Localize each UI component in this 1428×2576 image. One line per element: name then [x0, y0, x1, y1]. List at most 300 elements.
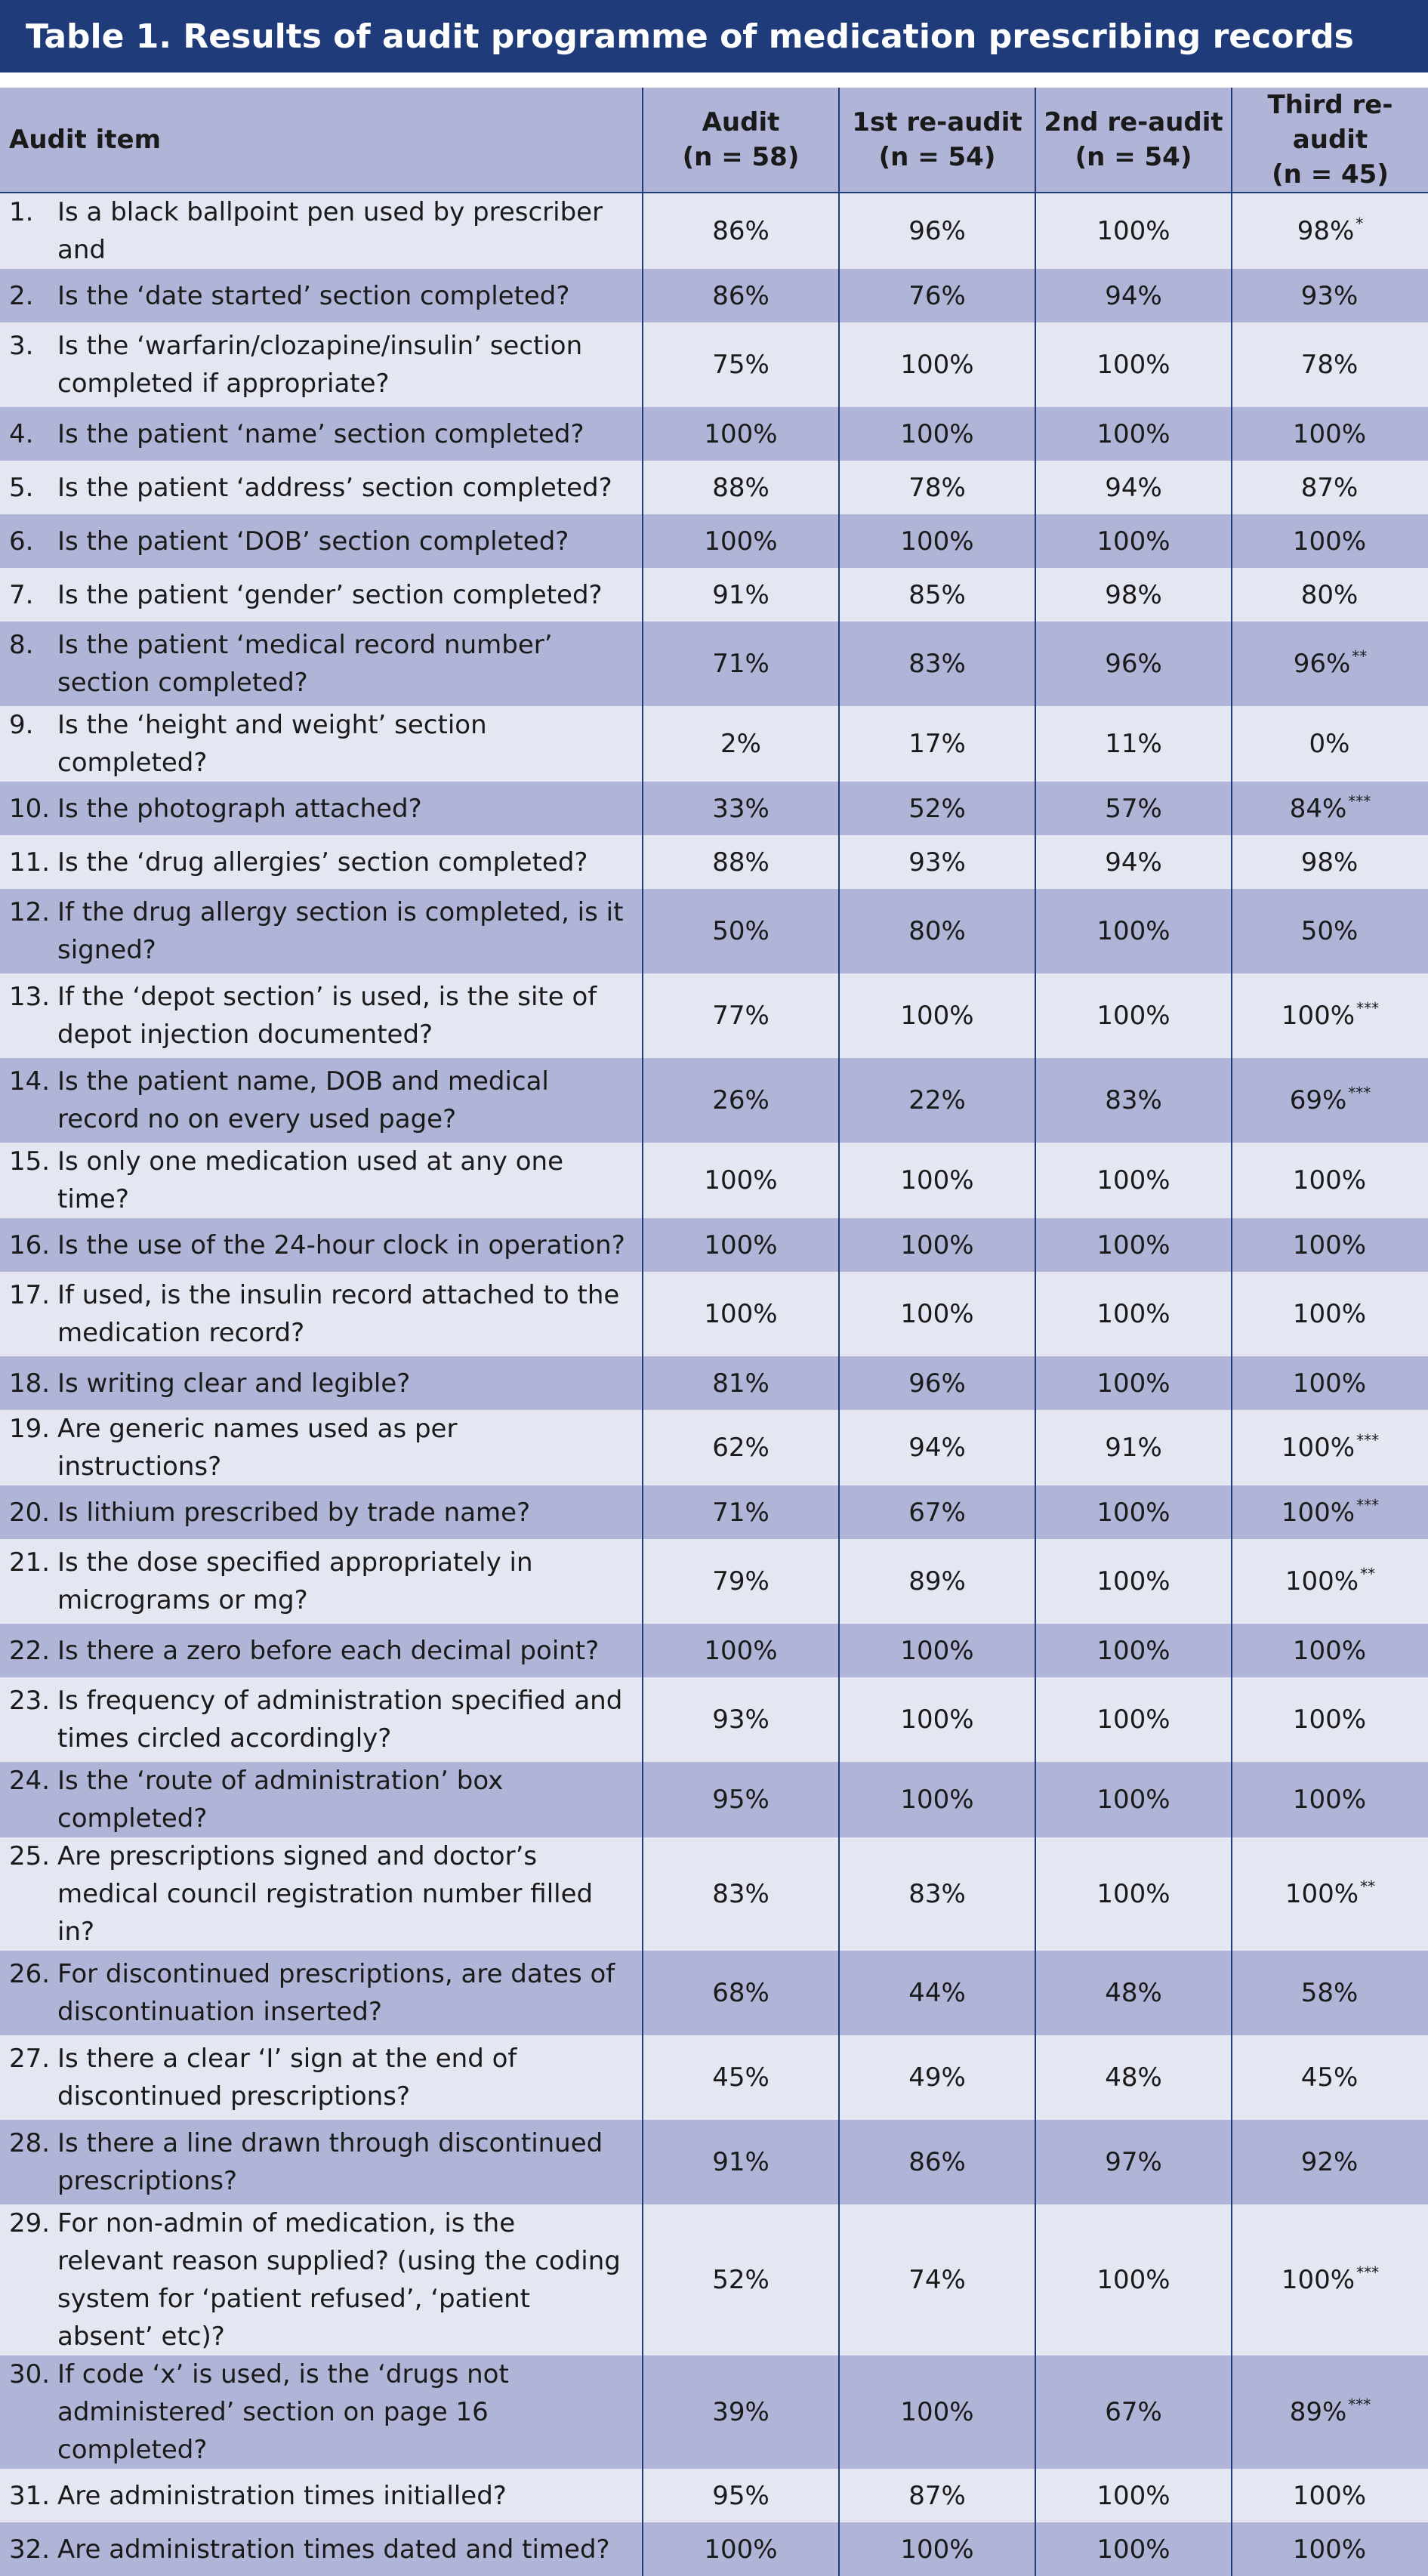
audit-item-cell: [0, 269, 643, 322]
third-re-audit-value: 100%: [1285, 1879, 1359, 1909]
item-number: 4.: [9, 418, 34, 449]
audit-item: [9, 1955, 628, 2031]
audit-item-cell: [0, 622, 643, 706]
audit-item: [9, 1632, 628, 1670]
third-re-audit-value: 100%: [1281, 1433, 1356, 1463]
table-row: [0, 1951, 1428, 2035]
item-question: Is there a line drawn through discontinued prescriptions?: [57, 2128, 603, 2196]
table-row: [0, 1624, 1428, 1677]
item-question: Is the ‘date started’ section completed?: [57, 280, 570, 311]
item-question: Is there a clear ‘I’ sign at the end of discontinued prescriptions?: [57, 2044, 517, 2112]
table-row: [0, 2355, 1428, 2469]
third-re-audit-value: 96%: [1293, 649, 1351, 679]
item-number: 23.: [9, 1686, 51, 1716]
item-question: Is the ‘warfarin/clozapine/insulin’ section completed if appropriate?: [57, 331, 583, 399]
audit-item: [9, 277, 628, 315]
audit-value: 95%: [643, 2469, 839, 2522]
item-question: Is the patient ‘medical record number’ section completed?: [57, 630, 553, 698]
item-number: 29.: [9, 2208, 51, 2238]
item-question: For non-admin of medication, is the relevant reason supplied? (using the coding system for ‘patient refused’, ‘patient absent’ etc)?: [57, 2208, 621, 2352]
third-re-audit-value: 69%: [1289, 1085, 1347, 1115]
audit-value: 62%: [643, 1410, 839, 1485]
header-row: [0, 88, 1428, 193]
audit-value: 79%: [643, 1539, 839, 1624]
audit-item-cell: [0, 407, 643, 461]
item-number: 30.: [9, 2359, 51, 2389]
third-re-audit-cell: [1232, 2120, 1428, 2204]
audit-value: 39%: [643, 2355, 839, 2469]
second-re-audit-value: 98%: [1035, 568, 1232, 622]
audit-item: [9, 2355, 628, 2469]
audit-item: [9, 2531, 628, 2568]
table-row: [0, 1677, 1428, 1762]
item-number: 20.: [9, 1497, 51, 1528]
first-re-audit-value: 100%: [839, 1218, 1035, 1272]
audit-value: 81%: [643, 1356, 839, 1410]
audit-item-cell: [0, 1410, 643, 1485]
header-label: 1st re-audit: [852, 107, 1022, 137]
audit-item: [9, 1494, 628, 1532]
audit-item-cell: [0, 2355, 643, 2469]
significance-marker: **: [1360, 1877, 1376, 1896]
third-re-audit-cell: [1232, 2204, 1428, 2355]
significance-marker: ***: [1356, 999, 1380, 1017]
audit-item: [9, 415, 628, 453]
third-re-audit-value: 100%: [1285, 1566, 1359, 1597]
audit-item: [9, 1143, 628, 1218]
item-number: 11.: [9, 847, 51, 878]
audit-item: [9, 469, 628, 507]
table-row: [0, 2035, 1428, 2120]
table-row: [0, 1539, 1428, 1624]
item-question: Is there a zero before each decimal point?: [57, 1635, 600, 1666]
audit-item: [9, 1410, 628, 1485]
second-re-audit-value: 100%: [1035, 2522, 1232, 2576]
audit-value: 33%: [643, 782, 839, 835]
audit-item: [9, 523, 628, 560]
table-row: [0, 782, 1428, 835]
audit-value: 52%: [643, 2204, 839, 2355]
table-row: [0, 1762, 1428, 1837]
third-re-audit-cell: [1232, 1485, 1428, 1539]
third-re-audit-cell: [1232, 2522, 1428, 2576]
item-number: 24.: [9, 1766, 51, 1796]
item-question: Are generic names used as per instructions?: [57, 1414, 458, 1482]
item-question: Is the patient name, DOB and medical record no on every used page?: [57, 1066, 549, 1134]
third-re-audit-cell: [1232, 1677, 1428, 1762]
audit-item-cell: [0, 835, 643, 889]
item-question: Is the ‘drug allergies’ section completed?: [57, 847, 588, 878]
item-number: 12.: [9, 897, 51, 927]
header-audit-item: [0, 88, 643, 193]
table-row: [0, 1410, 1428, 1485]
third-re-audit-cell: [1232, 568, 1428, 622]
first-re-audit-value: 100%: [839, 1272, 1035, 1356]
header-label: Audit item: [9, 125, 161, 155]
header-second-re-audit: [1035, 88, 1232, 193]
audit-item-cell: [0, 889, 643, 973]
table-row: [0, 1143, 1428, 1218]
audit-item: [9, 790, 628, 828]
item-number: 5.: [9, 472, 34, 503]
second-re-audit-value: 100%: [1035, 2469, 1232, 2522]
item-number: 14.: [9, 1066, 51, 1097]
item-question: Is the patient ‘gender’ section completed?: [57, 579, 603, 610]
third-re-audit-cell: [1232, 1356, 1428, 1410]
item-number: 1.: [9, 197, 34, 227]
audit-item-cell: [0, 461, 643, 514]
second-re-audit-value: 100%: [1035, 1837, 1232, 1951]
audit-item-cell: [0, 1143, 643, 1218]
third-re-audit-value: 100%: [1292, 2534, 1367, 2565]
audit-item-cell: [0, 2204, 643, 2355]
second-re-audit-value: 100%: [1035, 2204, 1232, 2355]
significance-marker: **: [1360, 1565, 1376, 1583]
item-question: Is the photograph attached?: [57, 793, 422, 824]
third-re-audit-value: 100%: [1292, 2480, 1367, 2511]
second-re-audit-value: 100%: [1035, 1356, 1232, 1410]
second-re-audit-value: 100%: [1035, 1485, 1232, 1539]
table-row: [0, 407, 1428, 461]
item-question: Is lithium prescribed by trade name?: [57, 1497, 531, 1528]
item-number: 21.: [9, 1547, 51, 1578]
second-re-audit-value: 97%: [1035, 2120, 1232, 2204]
third-re-audit-value: 100%: [1292, 1229, 1367, 1260]
header-audit: [643, 88, 839, 193]
third-re-audit-value: 58%: [1300, 1978, 1359, 2008]
first-re-audit-value: 49%: [839, 2035, 1035, 2120]
second-re-audit-value: 94%: [1035, 835, 1232, 889]
item-number: 9.: [9, 710, 34, 740]
audit-item-cell: [0, 1951, 643, 2035]
third-re-audit-cell: [1232, 1410, 1428, 1485]
first-re-audit-value: 100%: [839, 1143, 1035, 1218]
item-question: Is writing clear and legible?: [57, 1368, 411, 1399]
table-row: [0, 568, 1428, 622]
table-row: [0, 1272, 1428, 1356]
first-re-audit-value: 100%: [839, 514, 1035, 568]
second-re-audit-value: 100%: [1035, 193, 1232, 269]
significance-marker: *: [1356, 214, 1364, 233]
audit-item-cell: [0, 1539, 643, 1624]
item-question: Is only one medication used at any one time?: [57, 1146, 564, 1214]
table-row: [0, 1356, 1428, 1410]
audit-value: 77%: [643, 973, 839, 1058]
audit-value: 26%: [643, 1058, 839, 1143]
third-re-audit-cell: [1232, 2355, 1428, 2469]
item-question: If code ‘x’ is used, is the ‘drugs not administered’ section on page 16 completed?: [57, 2359, 509, 2465]
second-re-audit-value: 57%: [1035, 782, 1232, 835]
audit-value: 91%: [643, 568, 839, 622]
item-question: Are administration times initialled?: [57, 2480, 507, 2511]
audit-value: 68%: [643, 1951, 839, 2035]
third-re-audit-value: 45%: [1300, 2062, 1359, 2093]
audit-value: 100%: [643, 1218, 839, 1272]
audit-item: [9, 193, 628, 269]
audit-item-cell: [0, 1624, 643, 1677]
table-row: [0, 322, 1428, 407]
header-third-re-audit: [1232, 88, 1428, 193]
item-number: 10.: [9, 793, 51, 824]
audit-value: 100%: [643, 2522, 839, 2576]
item-number: 28.: [9, 2128, 51, 2158]
audit-item: [9, 1544, 628, 1619]
third-re-audit-value: 89%: [1289, 2397, 1347, 2427]
first-re-audit-value: 80%: [839, 889, 1035, 973]
third-re-audit-value: 80%: [1300, 579, 1359, 610]
second-re-audit-value: 94%: [1035, 269, 1232, 322]
third-re-audit-cell: [1232, 514, 1428, 568]
first-re-audit-value: 52%: [839, 782, 1035, 835]
table-row: [0, 2120, 1428, 2204]
audit-item: [9, 2477, 628, 2515]
second-re-audit-value: 83%: [1035, 1058, 1232, 1143]
first-re-audit-value: 78%: [839, 461, 1035, 514]
third-re-audit-value: 93%: [1300, 280, 1359, 311]
audit-value: 75%: [643, 322, 839, 407]
significance-marker: ***: [1348, 2396, 1371, 2414]
audit-item: [9, 2040, 628, 2115]
audit-item: [9, 2204, 628, 2355]
second-re-audit-value: 100%: [1035, 1762, 1232, 1837]
third-re-audit-value: 100%: [1292, 1785, 1367, 1815]
second-re-audit-value: 100%: [1035, 407, 1232, 461]
third-re-audit-cell: [1232, 706, 1428, 782]
table-row: [0, 461, 1428, 514]
third-re-audit-cell: [1232, 1218, 1428, 1272]
third-re-audit-cell: [1232, 461, 1428, 514]
first-re-audit-value: 44%: [839, 1951, 1035, 2035]
audit-item: [9, 978, 628, 1054]
second-re-audit-value: 96%: [1035, 622, 1232, 706]
item-number: 6.: [9, 526, 34, 557]
audit-item: [9, 1063, 628, 1138]
header-sample-size: (n = 54): [878, 142, 996, 172]
third-re-audit-cell: [1232, 407, 1428, 461]
audit-item-cell: [0, 2035, 643, 2120]
audit-value: 83%: [643, 1837, 839, 1951]
significance-marker: ***: [1348, 791, 1371, 810]
header-label: Audit: [702, 107, 780, 137]
second-re-audit-value: 100%: [1035, 1272, 1232, 1356]
second-re-audit-value: 11%: [1035, 706, 1232, 782]
item-number: 16.: [9, 1229, 51, 1260]
table-row: [0, 2469, 1428, 2522]
audit-item-cell: [0, 1485, 643, 1539]
audit-item: [9, 576, 628, 614]
item-number: 3.: [9, 331, 34, 361]
third-re-audit-value: 98%: [1297, 216, 1355, 246]
audit-value: 100%: [643, 1272, 839, 1356]
item-question: Is the dose specified appropriately in micrograms or mg?: [57, 1547, 533, 1615]
second-re-audit-value: 100%: [1035, 514, 1232, 568]
audit-item-cell: [0, 1837, 643, 1951]
third-re-audit-value: 98%: [1300, 847, 1359, 878]
table-row: [0, 706, 1428, 782]
audit-item-cell: [0, 514, 643, 568]
table-row: [0, 2204, 1428, 2355]
significance-marker: **: [1352, 647, 1368, 665]
first-re-audit-value: 100%: [839, 2355, 1035, 2469]
second-re-audit-value: 48%: [1035, 1951, 1232, 2035]
third-re-audit-value: 100%: [1292, 1165, 1367, 1195]
first-re-audit-value: 67%: [839, 1485, 1035, 1539]
first-re-audit-value: 96%: [839, 193, 1035, 269]
item-number: 15.: [9, 1146, 51, 1177]
audit-item-cell: [0, 568, 643, 622]
third-re-audit-value: 100%: [1281, 1001, 1356, 1031]
third-re-audit-cell: [1232, 193, 1428, 269]
table-row: [0, 193, 1428, 269]
third-re-audit-cell: [1232, 1143, 1428, 1218]
item-number: 17.: [9, 1280, 51, 1310]
audit-item-cell: [0, 706, 643, 782]
table-row: [0, 973, 1428, 1058]
table-body: [0, 193, 1428, 2576]
audit-item-cell: [0, 1218, 643, 1272]
item-number: 18.: [9, 1368, 51, 1399]
third-re-audit-value: 100%: [1292, 526, 1367, 557]
third-re-audit-cell: [1232, 1058, 1428, 1143]
audit-item-cell: [0, 1272, 643, 1356]
first-re-audit-value: 96%: [839, 1356, 1035, 1410]
item-number: 22.: [9, 1635, 51, 1666]
third-re-audit-cell: [1232, 782, 1428, 835]
first-re-audit-value: 100%: [839, 322, 1035, 407]
table-row: [0, 1218, 1428, 1272]
first-re-audit-value: 100%: [839, 2522, 1035, 2576]
table-row: [0, 1485, 1428, 1539]
table-row: [0, 622, 1428, 706]
third-re-audit-cell: [1232, 889, 1428, 973]
item-number: 13.: [9, 982, 51, 1012]
third-re-audit-value: 84%: [1289, 793, 1347, 824]
header-label: Third re-audit: [1267, 90, 1393, 155]
audit-value: 88%: [643, 461, 839, 514]
audit-item: [9, 1762, 628, 1837]
third-re-audit-value: 100%: [1292, 418, 1367, 449]
item-number: 27.: [9, 2044, 51, 2074]
audit-value: 86%: [643, 269, 839, 322]
first-re-audit-value: 85%: [839, 568, 1035, 622]
item-question: Is the use of the 24-hour clock in operation?: [57, 1229, 625, 1260]
second-re-audit-value: 91%: [1035, 1410, 1232, 1485]
table-row: [0, 1058, 1428, 1143]
third-re-audit-value: 0%: [1309, 729, 1350, 759]
item-number: 2.: [9, 280, 34, 311]
audit-value: 91%: [643, 2120, 839, 2204]
third-re-audit-value: 50%: [1300, 916, 1359, 946]
third-re-audit-cell: [1232, 1272, 1428, 1356]
first-re-audit-value: 83%: [839, 622, 1035, 706]
third-re-audit-value: 100%: [1292, 1368, 1367, 1399]
audit-value: 45%: [643, 2035, 839, 2120]
item-number: 32.: [9, 2534, 51, 2565]
audit-item: [9, 1682, 628, 1757]
item-question: If the ‘depot section’ is used, is the site of depot injection documented?: [57, 982, 597, 1050]
audit-item-cell: [0, 782, 643, 835]
second-re-audit-value: 100%: [1035, 1624, 1232, 1677]
first-re-audit-value: 100%: [839, 973, 1035, 1058]
item-question: Are administration times dated and timed?: [57, 2534, 610, 2565]
item-question: Is the patient ‘name’ section completed?: [57, 418, 584, 449]
significance-marker: ***: [1356, 1431, 1380, 1449]
header-sample-size: (n = 58): [682, 142, 800, 172]
audit-value: 100%: [643, 407, 839, 461]
item-number: 26.: [9, 1959, 51, 1989]
audit-item: [9, 1837, 628, 1951]
item-question: Is the ‘route of administration’ box completed?: [57, 1766, 504, 1834]
item-question: Is the patient ‘DOB’ section completed?: [57, 526, 569, 557]
audit-item: [9, 1365, 628, 1402]
audit-value: 95%: [643, 1762, 839, 1837]
first-re-audit-value: 83%: [839, 1837, 1035, 1951]
third-re-audit-cell: [1232, 1951, 1428, 2035]
item-number: 7.: [9, 579, 34, 610]
third-re-audit-cell: [1232, 622, 1428, 706]
second-re-audit-value: 100%: [1035, 1143, 1232, 1218]
audit-value: 100%: [643, 1143, 839, 1218]
third-re-audit-cell: [1232, 2469, 1428, 2522]
audit-item-cell: [0, 1058, 643, 1143]
item-question: Are prescriptions signed and doctor’s medical council registration number filled in?: [57, 1841, 594, 1947]
header-sample-size: (n = 45): [1272, 159, 1389, 190]
audit-value: 88%: [643, 835, 839, 889]
item-question: Is the ‘height and weight’ section completed?: [57, 710, 487, 778]
header-label: 2nd re-audit: [1044, 107, 1223, 137]
audit-value: 86%: [643, 193, 839, 269]
third-re-audit-value: 92%: [1300, 2147, 1359, 2177]
third-re-audit-value: 100%: [1292, 1299, 1367, 1329]
item-question: If used, is the insulin record attached to the medication record?: [57, 1280, 620, 1348]
third-re-audit-cell: [1232, 973, 1428, 1058]
audit-item-cell: [0, 322, 643, 407]
item-number: 25.: [9, 1841, 51, 1871]
item-question: Is a black ballpoint pen used by prescriber and: [57, 197, 603, 265]
significance-marker: ***: [1348, 1084, 1371, 1102]
audit-item: [9, 1276, 628, 1352]
audit-value: 71%: [643, 622, 839, 706]
second-re-audit-value: 100%: [1035, 1539, 1232, 1624]
audit-value: 71%: [643, 1485, 839, 1539]
first-re-audit-value: 17%: [839, 706, 1035, 782]
significance-marker: ***: [1356, 2263, 1380, 2281]
audit-item-cell: [0, 2522, 643, 2576]
second-re-audit-value: 100%: [1035, 322, 1232, 407]
item-question: Is the patient ‘address’ section completed?: [57, 472, 612, 503]
third-re-audit-value: 87%: [1300, 472, 1359, 503]
first-re-audit-value: 86%: [839, 2120, 1035, 2204]
third-re-audit-cell: [1232, 1539, 1428, 1624]
audit-item-cell: [0, 2469, 643, 2522]
third-re-audit-value: 100%: [1292, 1635, 1367, 1666]
third-re-audit-value: 100%: [1281, 2265, 1356, 2295]
first-re-audit-value: 100%: [839, 407, 1035, 461]
first-re-audit-value: 22%: [839, 1058, 1035, 1143]
header-sample-size: (n = 54): [1075, 142, 1192, 172]
first-re-audit-value: 87%: [839, 2469, 1035, 2522]
third-re-audit-value: 100%: [1281, 1497, 1356, 1528]
item-number: 8.: [9, 630, 34, 660]
audit-value: 93%: [643, 1677, 839, 1762]
audit-item: [9, 706, 628, 782]
third-re-audit-value: 100%: [1292, 1704, 1367, 1735]
table-row: [0, 269, 1428, 322]
table-row: [0, 889, 1428, 973]
third-re-audit-cell: [1232, 1762, 1428, 1837]
third-re-audit-cell: [1232, 2035, 1428, 2120]
audit-item-cell: [0, 1356, 643, 1410]
